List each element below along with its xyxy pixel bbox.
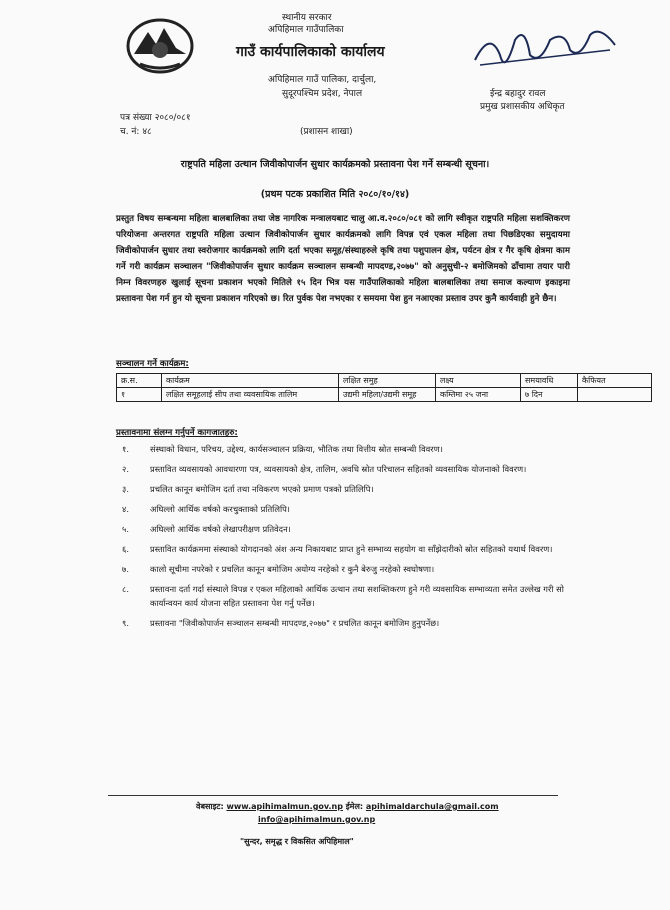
item-text: प्रस्तावना "जिवीकोपार्जन सञ्चालन सम्बन्धी मापदण्ड,२०७७" र प्रचलित कानून बमोजिम हुनुपर्नेछ।: [150, 618, 440, 628]
cell-sn: १: [117, 388, 162, 402]
item-text: अघिल्लो आर्थिक वर्षको लेखापरीक्षण प्रतिवेदन।: [150, 524, 291, 534]
list-item: [116, 562, 566, 576]
item-number: ३.: [122, 484, 129, 494]
notice-body: प्रस्तुत विषय सम्बन्धमा महिला बालबालिका तथा जेष्ठ नागरिक मन्त्रालयबाट चालु आ.व.२०८०/०८१ को लागि स्वीकृत राष्ट्रपति महिला सशक्तिकरण परियोजना अन्तरगत राष्ट्रपति महिला उत्थान जिवीकोपार्जन सुधार कार्यक्रमको लागि विपन्न एवं एकल महिला तथा पिछडिएका समुदायमा जिवीकोपार्जन सुधार तथा स्वरोजगार कार्यक्रमको लागि दर्ता भएका समूह/संस्थाहरुले कृषि तथा पशुपालन क्षेत्र, पर्यटन क्षेत्र र गैर कृषि क्षेत्रमा काम गर्ने गरी कार्यक्रम सञ्चालन "जिवीकोपार्जन सुधार कार्यक्रम सञ्चालन सम्बन्धी मापदण्ड,२०७७" को अनुसुची-२ बमोजिमको ढाँचामा तयार पारी निम्न विवरणहरु खुलाई सूचना प्रकाशन भएको मितिले १५ दिन भित्र यस गाउँपालिकाको महिला बालबालिका तथा समाज कल्याण इकाइमा प्रस्तावना पेश गर्न हुन यो सूचना प्रकाशन गरिएको छ। रित पुर्वक पेश नभएका र समयमा पेश हुन नआएका प्रस्ताव उपर कुनै कार्यवाही हुने छैन।: [116, 214, 570, 304]
header-line2: अपिहिमाल गाउँपालिका: [268, 25, 344, 35]
cell-remarks: [578, 388, 652, 402]
email-label: ईमेल:: [345, 802, 364, 811]
chalani-number: च. नं: ४८: [120, 127, 152, 137]
item-number: ८.: [122, 584, 129, 594]
header-line1: स्थानीय सरकार: [282, 13, 332, 23]
signatory-name: ईन्द्र बहादुर रावल: [490, 89, 546, 99]
item-number: ४.: [122, 504, 129, 514]
address-line1: अपिहिमाल गाउँ पालिका, दार्चुला,: [268, 75, 377, 85]
program-heading: सञ्चालन गर्ने कार्यक्रम:: [116, 359, 189, 369]
list-item: [116, 582, 566, 610]
program-table: [116, 373, 652, 402]
section-name: (प्रशासन शाखा): [300, 127, 353, 137]
list-item: [116, 522, 566, 536]
office-name: गाउँ कार्यपालिकाको कार्यालय: [236, 44, 385, 60]
col-program: कार्यक्रम: [162, 374, 339, 388]
item-number: १.: [122, 444, 129, 454]
list-item: [116, 462, 566, 476]
item-text: कालो सूचीमा नपरेको र प्रचलित कानून बमोजिम अयोग्य नरहेको र कुनै बेरुजु नरहेको स्वघोषणा।: [150, 564, 435, 574]
list-item: [116, 442, 566, 456]
patra-sankhya: पत्र संख्या २०८०/०८१: [120, 113, 191, 123]
item-text: प्रस्तावित कार्यक्रममा संस्थाको योगदानको अंश अन्य निकायबाट प्राप्त हुने सम्भाव्य सहयोग वा साँझेदारीको स्रोत सहितको यथार्थ विवरण।: [150, 544, 553, 554]
item-text: प्रचलित कानून बमोजिम दर्ता तथा नविकरण भएको प्रमाण पत्रको प्रतिलिपि।: [150, 484, 374, 494]
email-link-1[interactable]: apihimaldarchula@gmail.com: [365, 802, 499, 811]
cell-duration: ७ दिन: [521, 388, 578, 402]
notice-title: राष्ट्रपति महिला उत्थान जिवीकोपार्जन सुधार कार्यक्रमको प्रस्तावना पेश गर्ने सम्बन्धी सूचना।: [180, 159, 490, 170]
docs-list: [116, 442, 566, 636]
address-line2: सुदूरपश्चिम प्रदेश, नेपाल: [282, 89, 363, 99]
col-remarks: कैफियत: [578, 374, 652, 388]
cell-target: कम्तिमा २५ जना: [436, 388, 521, 402]
item-number: ७.: [122, 564, 129, 574]
col-target-group: लक्षित समुह: [339, 374, 436, 388]
footer-slogan: "सुन्दर, समृद्ध र विकसित अपिहिमाल": [240, 837, 354, 846]
list-item: [116, 542, 566, 556]
footer-contact: [196, 801, 499, 812]
signature-image: [470, 20, 620, 80]
item-number: ९.: [122, 618, 129, 628]
signatory-designation: प्रमुख प्रशासकीय अधिकृत: [480, 102, 565, 112]
docs-heading: प्रस्तावनामा संलग्न गर्नुपर्ने कागजातहरु:: [116, 428, 238, 438]
col-target: लक्ष्य: [436, 374, 521, 388]
footer-divider: [108, 795, 558, 796]
list-item: [116, 502, 566, 516]
nepal-emblem-icon: [120, 14, 200, 74]
table-row: [117, 388, 652, 402]
col-sn: क्र.स.: [117, 374, 162, 388]
item-number: २.: [122, 464, 129, 474]
cell-program: लक्षित समूहलाई सीप तथा व्यवसायिक तालिम: [162, 388, 339, 402]
item-text: प्रस्तावित व्यवसायको आवधारणा पत्र, व्यवसायको क्षेत्र, तालिम, अवधि स्रोत परिचालन सहितको व्यवसायिक योजनाको विवरण।: [150, 464, 527, 474]
list-item: [116, 616, 566, 630]
col-duration: समयावधि: [521, 374, 578, 388]
table-header-row: [117, 374, 652, 388]
item-number: ५.: [122, 524, 129, 534]
item-text: प्रस्तावना दर्ता गर्दा संस्थाले विपन्न र एकल महिलाको आर्थिक उत्थान तथा सशक्तिकरण हुने गरी व्यवसायिक सम्भाव्यता समेत उल्लेख गरी सो कार्यान्वयन कार्य योजना सहित प्रस्तावना पेश गर्नु पर्नेछ।: [150, 584, 564, 608]
published-date: (प्रथम पटक प्रकाशित मिति २०८०/१०/१४): [260, 189, 410, 200]
website-link[interactable]: www.apihimalmun.gov.np: [226, 802, 343, 811]
item-text: संस्थाको विधान, परिचय, उद्देश्य, कार्यसञ्चालन प्रक्रिया, भौतिक तथा वित्तीय स्रोत सम्बन्धी विवरण।: [150, 444, 443, 454]
cell-target-group: उद्यमी महिला/उद्यमी समूह: [339, 388, 436, 402]
item-text: अघिल्लो आर्थिक वर्षको करचुक्ताको प्रतिलिपि।: [150, 504, 290, 514]
item-number: ६.: [122, 544, 129, 554]
email-link-2[interactable]: info@apihimalmun.gov.np: [258, 815, 376, 824]
list-item: [116, 482, 566, 496]
website-label: वेबसाइट:: [196, 802, 224, 811]
